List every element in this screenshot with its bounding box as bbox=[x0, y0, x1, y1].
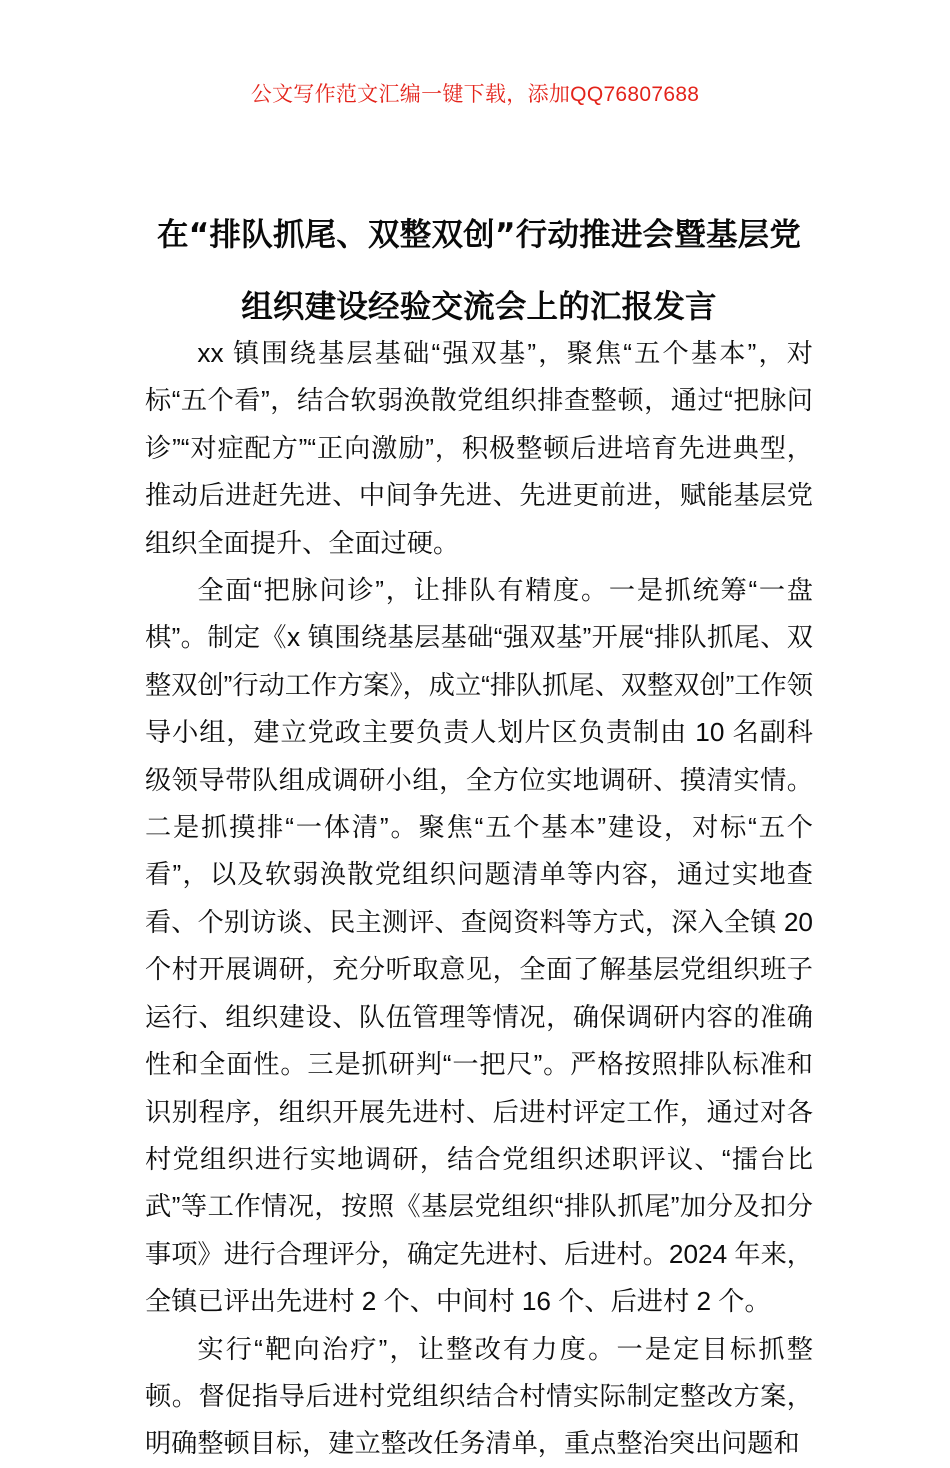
document-title: 在“排队抓尾、双整双创”行动推进会暨基层党组织建设经验交流会上的汇报发言 bbox=[156, 217, 802, 326]
document-body bbox=[145, 330, 813, 1468]
body-paragraph-3: 实行“靶向治疗”，让整改有力度。一是定目标抓整顿。督促指导后进村党组织结合村情实际制定整改方案，明确整顿目标，建立整改任务清单，重点整治突出问题和 bbox=[145, 1333, 813, 1459]
watermark-promo-text: 公文写作范文汇编一键下载，添加QQ76807688 bbox=[250, 83, 700, 106]
watermark-header bbox=[0, 82, 950, 108]
body-paragraph-2: 全面“把脉问诊”，让排队有精度。一是抓统筹“一盘棋”。制定《x 镇围绕基层基础“强双基”开展“排队抓尾、双整双创”行动工作方案》，成立“排队抓尾、双整双创”工作领导小组，建立党政主要负责人划片区负责制由 10 名副科级领导带队组成调研小组，全方位实地调研、摸清实情。二是抓摸排“一体清”。聚焦“五个基本”建设，对标“五个看”，以及软弱涣散党组织问题清单等内容，通过实地查看、个别访谈、民主测评、查阅资料等方式，深入全镇 20 个村开展调研，充分听取意见，全面了解基层党组织班子运行、组织建设、队伍管理等情况，确保调研内容的准确性和全面性。三是抓研判“一把尺”。严格按照排队标准和识别程序，组织开展先进村、后进村评定工作，通过对各村党组织进行实地调研，结合党组织述职评议、“擂台比武”等工作情况，按照《基层党组织“排队抓尾”加分及扣分事项》进行合理评分，确定先进村、后进村。2024 年来，全镇已评出先进村 2 个、中间村 16 个、后进村 2 个。 bbox=[145, 575, 813, 1317]
body-paragraph-1: xx 镇围绕基层基础“强双基”，聚焦“五个基本”，对标“五个看”，结合软弱涣散党组织排查整顿，通过“把脉问诊”“对症配方”“正向激励”，积极整顿后进培育先进典型，推动后进赶先进、中间争先进、先进更前进，赋能基层党组织全面提升、全面过硬。 bbox=[145, 338, 813, 558]
